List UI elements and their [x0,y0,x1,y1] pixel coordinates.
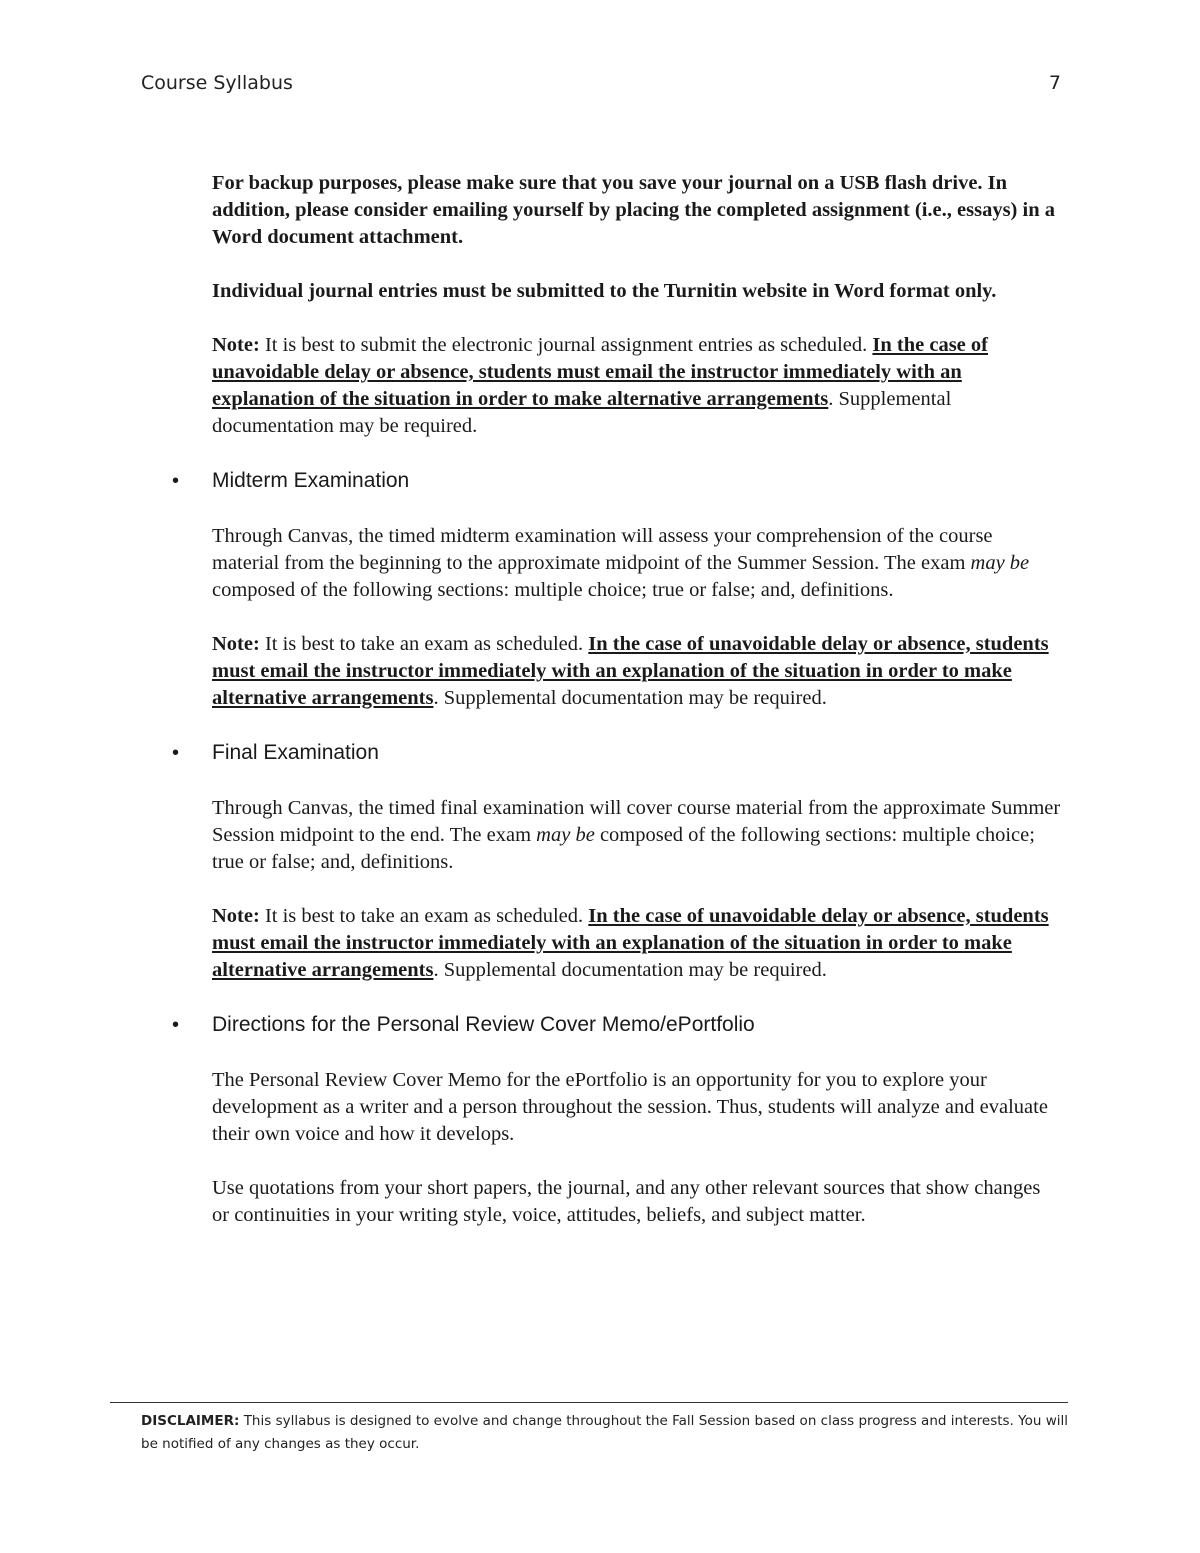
note-label: Note: [212,334,260,356]
journal-backup-paragraph: For backup purposes, please make sure that you save your journal on a USB flash drive. In addition, please consider emailing yourself by placing the completed assignment (i.e., essays) in a Word document attachment. [212,172,1055,248]
midterm-heading: • Midterm Examination [212,467,1062,495]
footer-disclaimer [141,1410,1071,1456]
midterm-note-paragraph: Note: It is best to take an exam as scheduled. In the case of unavoidable delay or absence, students must email the instructor immediately with an explanation of the situation in order to make alternative arrangements. Supplemental documentation may be required. [212,633,1049,709]
page-header [141,72,1061,94]
bullet-icon: • [172,1014,180,1036]
document-title: Course Syllabus [141,72,293,94]
memo-paragraph-1: The Personal Review Cover Memo for the ePortfolio is an opportunity for you to explore your development as a writer and a person throughout the session. Thus, students will analyze and evaluate their own voice and how it develops. [212,1069,1048,1145]
document-body [172,170,1062,1256]
note-label: Note: [212,633,260,655]
disclaimer-label: DISCLAIMER: [141,1413,240,1429]
final-heading: • Final Examination [212,739,1062,767]
journal-submission-paragraph: Individual journal entries must be submitted to the Turnitin website in Word format only. [212,280,997,302]
midterm-description: Through Canvas, the timed midterm examination will assess your comprehension of the course material from the beginning to the approximate midpoint of the Summer Session. The exam may be composed of the following sections: multiple choice; true or false; and, definitions. [212,525,1030,601]
note-emphasis: In the case of unavoidable delay or absence, students must email the instructor immediately with an explanation of the situation in order to make alternative arrangements [212,334,988,410]
final-description: Through Canvas, the timed final examination will cover course material from the approximate Summer Session midpoint to the end. The exam may be composed of the following sections: multiple choice; true or false; and, definitions. [212,797,1061,873]
note-emphasis: In the case of unavoidable delay or absence, students must email the instructor immediately with an explanation of the situation in order to make alternative arrangements [212,905,1049,981]
note-emphasis: In the case of unavoidable delay or absence, students must email the instructor immediately with an explanation of the situation in order to make alternative arrangements [212,633,1049,709]
journal-note-paragraph: Note: It is best to submit the electronic journal assignment entries as scheduled. In the case of unavoidable delay or absence, students must email the instructor immediately with an explanation of the situation in order to make alternative arrangements. Supplemental documentation may be required. [212,334,988,437]
bullet-icon: • [172,470,180,492]
page-number: 7 [1048,72,1061,94]
footer-divider [110,1402,1068,1403]
final-note-paragraph: Note: It is best to take an exam as scheduled. In the case of unavoidable delay or absence, students must email the instructor immediately with an explanation of the situation in order to make alternative arrangements. Supplemental documentation may be required. [212,905,1049,981]
bullet-icon: • [172,742,180,764]
memo-paragraph-2: Use quotations from your short papers, the journal, and any other relevant sources that show changes or continuities in your writing style, voice, attitudes, beliefs, and subject matter. [212,1177,1041,1226]
note-label: Note: [212,905,260,927]
disclaimer-text: This syllabus is designed to evolve and change throughout the Fall Session based on class progress and interests. You will be notified of any changes as they occur. [141,1413,1068,1452]
memo-heading: • Directions for the Personal Review Cover Memo/ePortfolio [212,1011,1062,1039]
